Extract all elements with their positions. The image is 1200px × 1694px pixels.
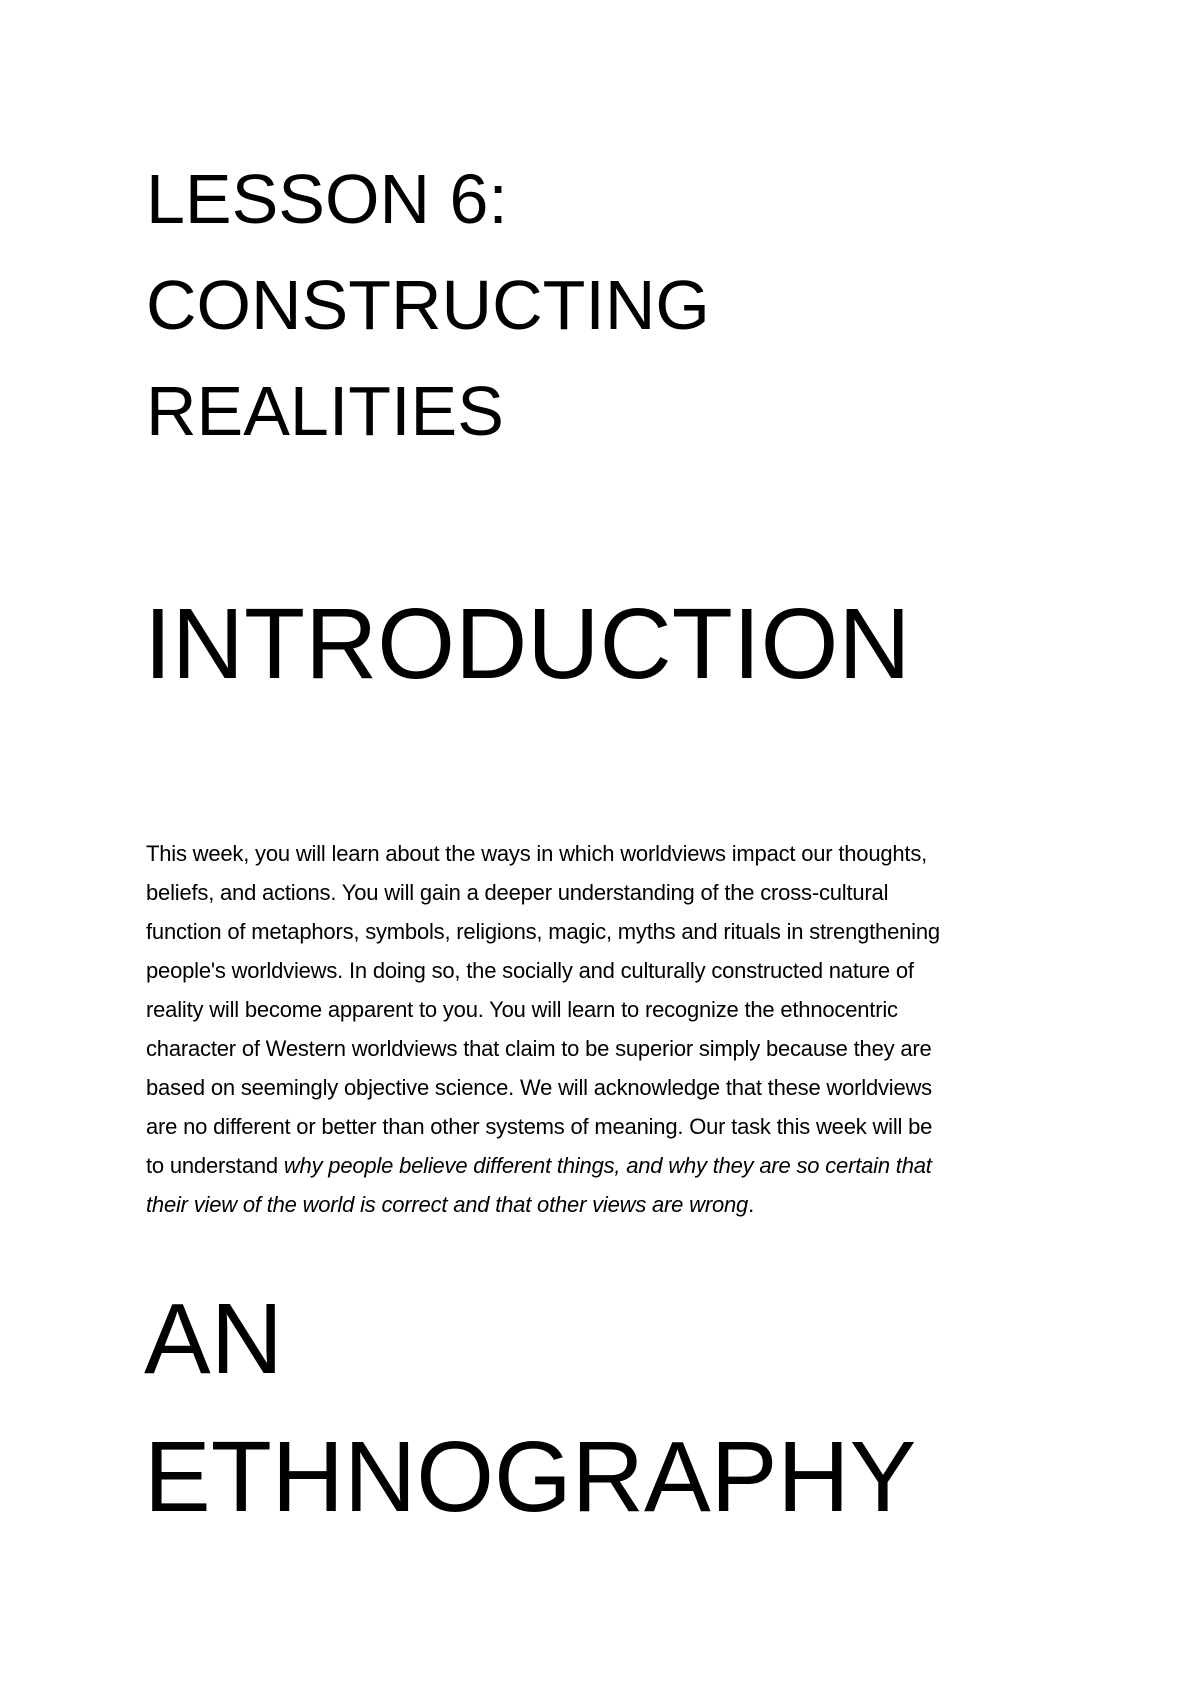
lesson-title-line-3: REALITIES bbox=[146, 372, 504, 450]
paragraph-line: people's worldviews. In doing so, the socially and culturally constructed nature of bbox=[146, 958, 914, 983]
paragraph-text: . bbox=[748, 1192, 754, 1217]
lesson-title-line-2: CONSTRUCTING bbox=[146, 266, 710, 344]
paragraph-line: beliefs, and actions. You will gain a deeper understanding of the cross-cultural bbox=[146, 880, 889, 905]
paragraph-line bbox=[146, 1146, 1066, 1185]
paragraph-line: function of metaphors, symbols, religions, magic, myths and rituals in strengthening bbox=[146, 919, 940, 944]
introduction-paragraph bbox=[146, 834, 1066, 1224]
emphasized-text: their view of the world is correct and that other views are wrong bbox=[146, 1192, 749, 1217]
paragraph-line: based on seemingly objective science. We will acknowledge that these worldviews bbox=[146, 1075, 932, 1100]
paragraph-text: to understand bbox=[146, 1153, 284, 1178]
introduction-heading: INTRODUCTION bbox=[144, 588, 911, 700]
ethnography-heading bbox=[144, 1270, 916, 1546]
paragraph-line: character of Western worldviews that claim to be superior simply because they are bbox=[146, 1036, 932, 1061]
paragraph-line bbox=[146, 1185, 1066, 1224]
emphasized-text: why people believe different things, and why they are so certain that bbox=[283, 1153, 932, 1178]
paragraph-line: are no different or better than other systems of meaning. Our task this week will be bbox=[146, 1114, 933, 1139]
ethnography-heading-line-1: AN bbox=[144, 1283, 283, 1395]
lesson-title bbox=[146, 146, 710, 464]
paragraph-line: reality will become apparent to you. You will learn to recognize the ethnocentric bbox=[146, 997, 898, 1022]
paragraph-line: This week, you will learn about the ways in which worldviews impact our thoughts, bbox=[146, 841, 928, 866]
lesson-title-line-1: LESSON 6: bbox=[146, 160, 508, 238]
ethnography-heading-line-2: ETHNOGRAPHY bbox=[144, 1421, 917, 1533]
